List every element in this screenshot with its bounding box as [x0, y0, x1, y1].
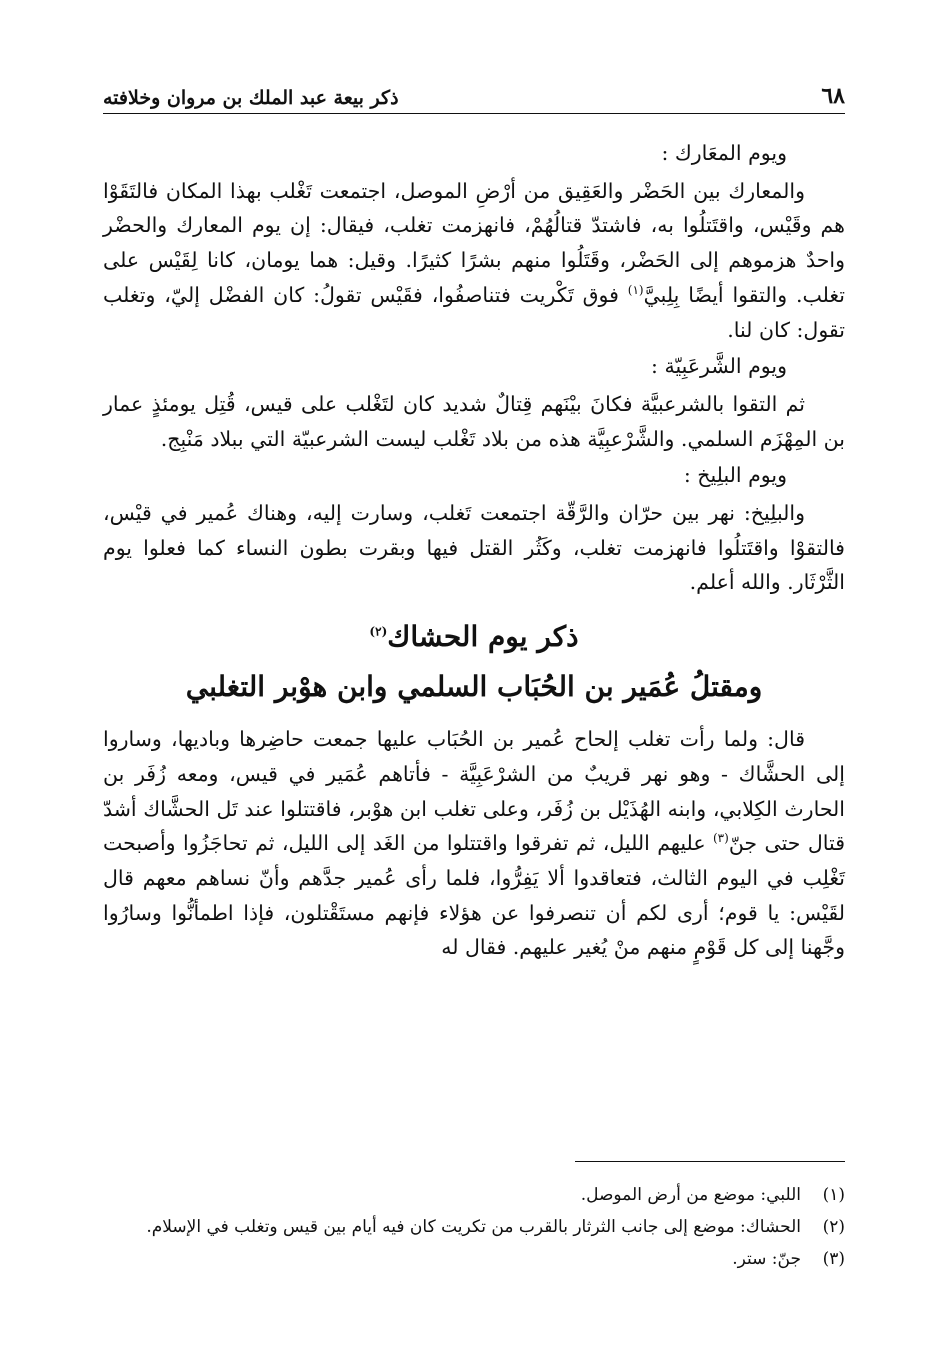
chapter-heading-text: ذكر يوم الحشاك: [387, 620, 579, 654]
paragraph-hashak: [103, 722, 845, 965]
footnote-number: (٢): [822, 1217, 845, 1237]
footnote-ref-1[interactable]: (١): [627, 282, 644, 297]
page-number: ٦٨: [821, 83, 845, 109]
paragraph-text-continued: عليهم الليل، ثم تفرقوا واقتتلوا من الغَد إلى الليل، ثم تحاجَزُوا وأصبحت تَغْلِب في اليوم الثالث، فتعاقدوا ألا يَفِرُّوا، فلما رأى عُمير جدَّهم وأنّ نساهم معهم قال لقَيْس: يا قوم؛ أرى لكم أن تنصرفوا عن هؤلاء فإنهم مستَقْتلون، فإذا اطمأنُّوا وسارُوا وجَّهنا إلى كل قَوْمٍ منهم منْ يُغير عليهم. فقال له: [103, 831, 845, 960]
paragraph-sharabiya: ثم التقوا بالشرعبيَّة فكانَ بيْنَهم قِتالٌ شديد كان لتَغْلب على قيس، قُتِل يومئذٍ عمار بن المِهْزَم السلمي. والشَّرْعبِيَّة هذه من بلاد تَغْلب ليست الشرعبيّة التي ببلاد مَنْبِج.: [103, 391, 845, 451]
footnotes: [103, 1178, 845, 1276]
footnote-text: جنّ: ستر.: [732, 1249, 801, 1269]
body-text: [103, 134, 845, 965]
footnote-separator: [575, 1161, 845, 1162]
paragraph-text-continued: فوق تَكْريت فتناصفُوا، فقَيْس تقولُ: كان الفضْل إليّ، وتغلب تقول: كان لنا.: [103, 282, 845, 342]
footnote-ref-3[interactable]: (٣): [712, 831, 729, 846]
footnote-text: الحشاك: موضع إلى جانب الثرثار بالقرب من تكريت كان فيه أيام بين قيس وتغلب في الإسلام.: [146, 1217, 801, 1237]
paragraph-text: والمعارك بين الحَضْر والعَقِيق من أرْضِ الموصل، اجتمعت تَغْلب بهذا المكان فالتَقَوْا هم وقَيْس، واقتَتلُوا به، فاشتدّ قتالُهُمْ، فانهزمت تغلب، فيقال: إن يوم المعارك والحضْر واحدٌ هزموهم إلى الحَضْر، وقَتَلُوا منهم بشرًا كثيرًا. وقيل: هما يومان، كانا لِقَيْس على تغلب. والتقوا أيضًا بِلِبيَّ: [103, 178, 845, 307]
footnote-item: [103, 1244, 845, 1274]
running-title: ذكر بيعة عبد الملك بن مروان وخلافته: [103, 87, 399, 109]
paragraph-text: قال: ولما رأت تغلب إلحاح عُمير بن الحُبَاب عليها جمعت حاضِرها وباديها، وساروا إلى الحشَّاك - وهو نهر قريبٌ من الشرْعَبِيَّة - فأتاهم عُمَير في قيس، ومعه زُفَر بن الحارث الكِلابي، وابنه الهُذَيْل بن زُفَر، وعلى تغلب ابن هوْبر، فاقتتلوا عند تَل الحشَّاك أشدّ قتال حتى جنّ: [103, 727, 845, 856]
footnote-number: (١): [822, 1185, 845, 1205]
footnote-ref-2[interactable]: (٢): [369, 624, 388, 639]
footnote-item: [103, 1212, 845, 1242]
footnote-number: (٣): [822, 1249, 845, 1269]
section-title-maarik: ويوم المعَارك :: [661, 141, 787, 165]
footnote-item: [103, 1180, 845, 1210]
paragraph-balikh: والبلِيخ: نهر بين حرّان والرَّقّة اجتمعت تَغلب، وسارت إليه، وهناك عُمير في قيْس، فالتقوْا واقتَتلُوا فانهزمت تغلب، وكَثُر القتل فيها وبقرت بطون النساء كما فعلوا يوم الثَّرْثَار. والله أعلم.: [103, 501, 845, 595]
footnote-text: اللبي: موضع من أرض الموصل.: [580, 1185, 801, 1205]
chapter-heading: [103, 614, 845, 660]
section-title-balikh: ويوم البلِيخ :: [683, 463, 787, 488]
section-title-sharabiya: ويوم الشَّرعَبِيّة :: [651, 354, 787, 379]
paragraph-maarik: [103, 174, 845, 348]
chapter-subheading: ومقتلُ عُمَير بن الحُبَاب السلمي وابن هوْبر التغلبي: [185, 670, 763, 704]
page-header: [103, 78, 845, 114]
